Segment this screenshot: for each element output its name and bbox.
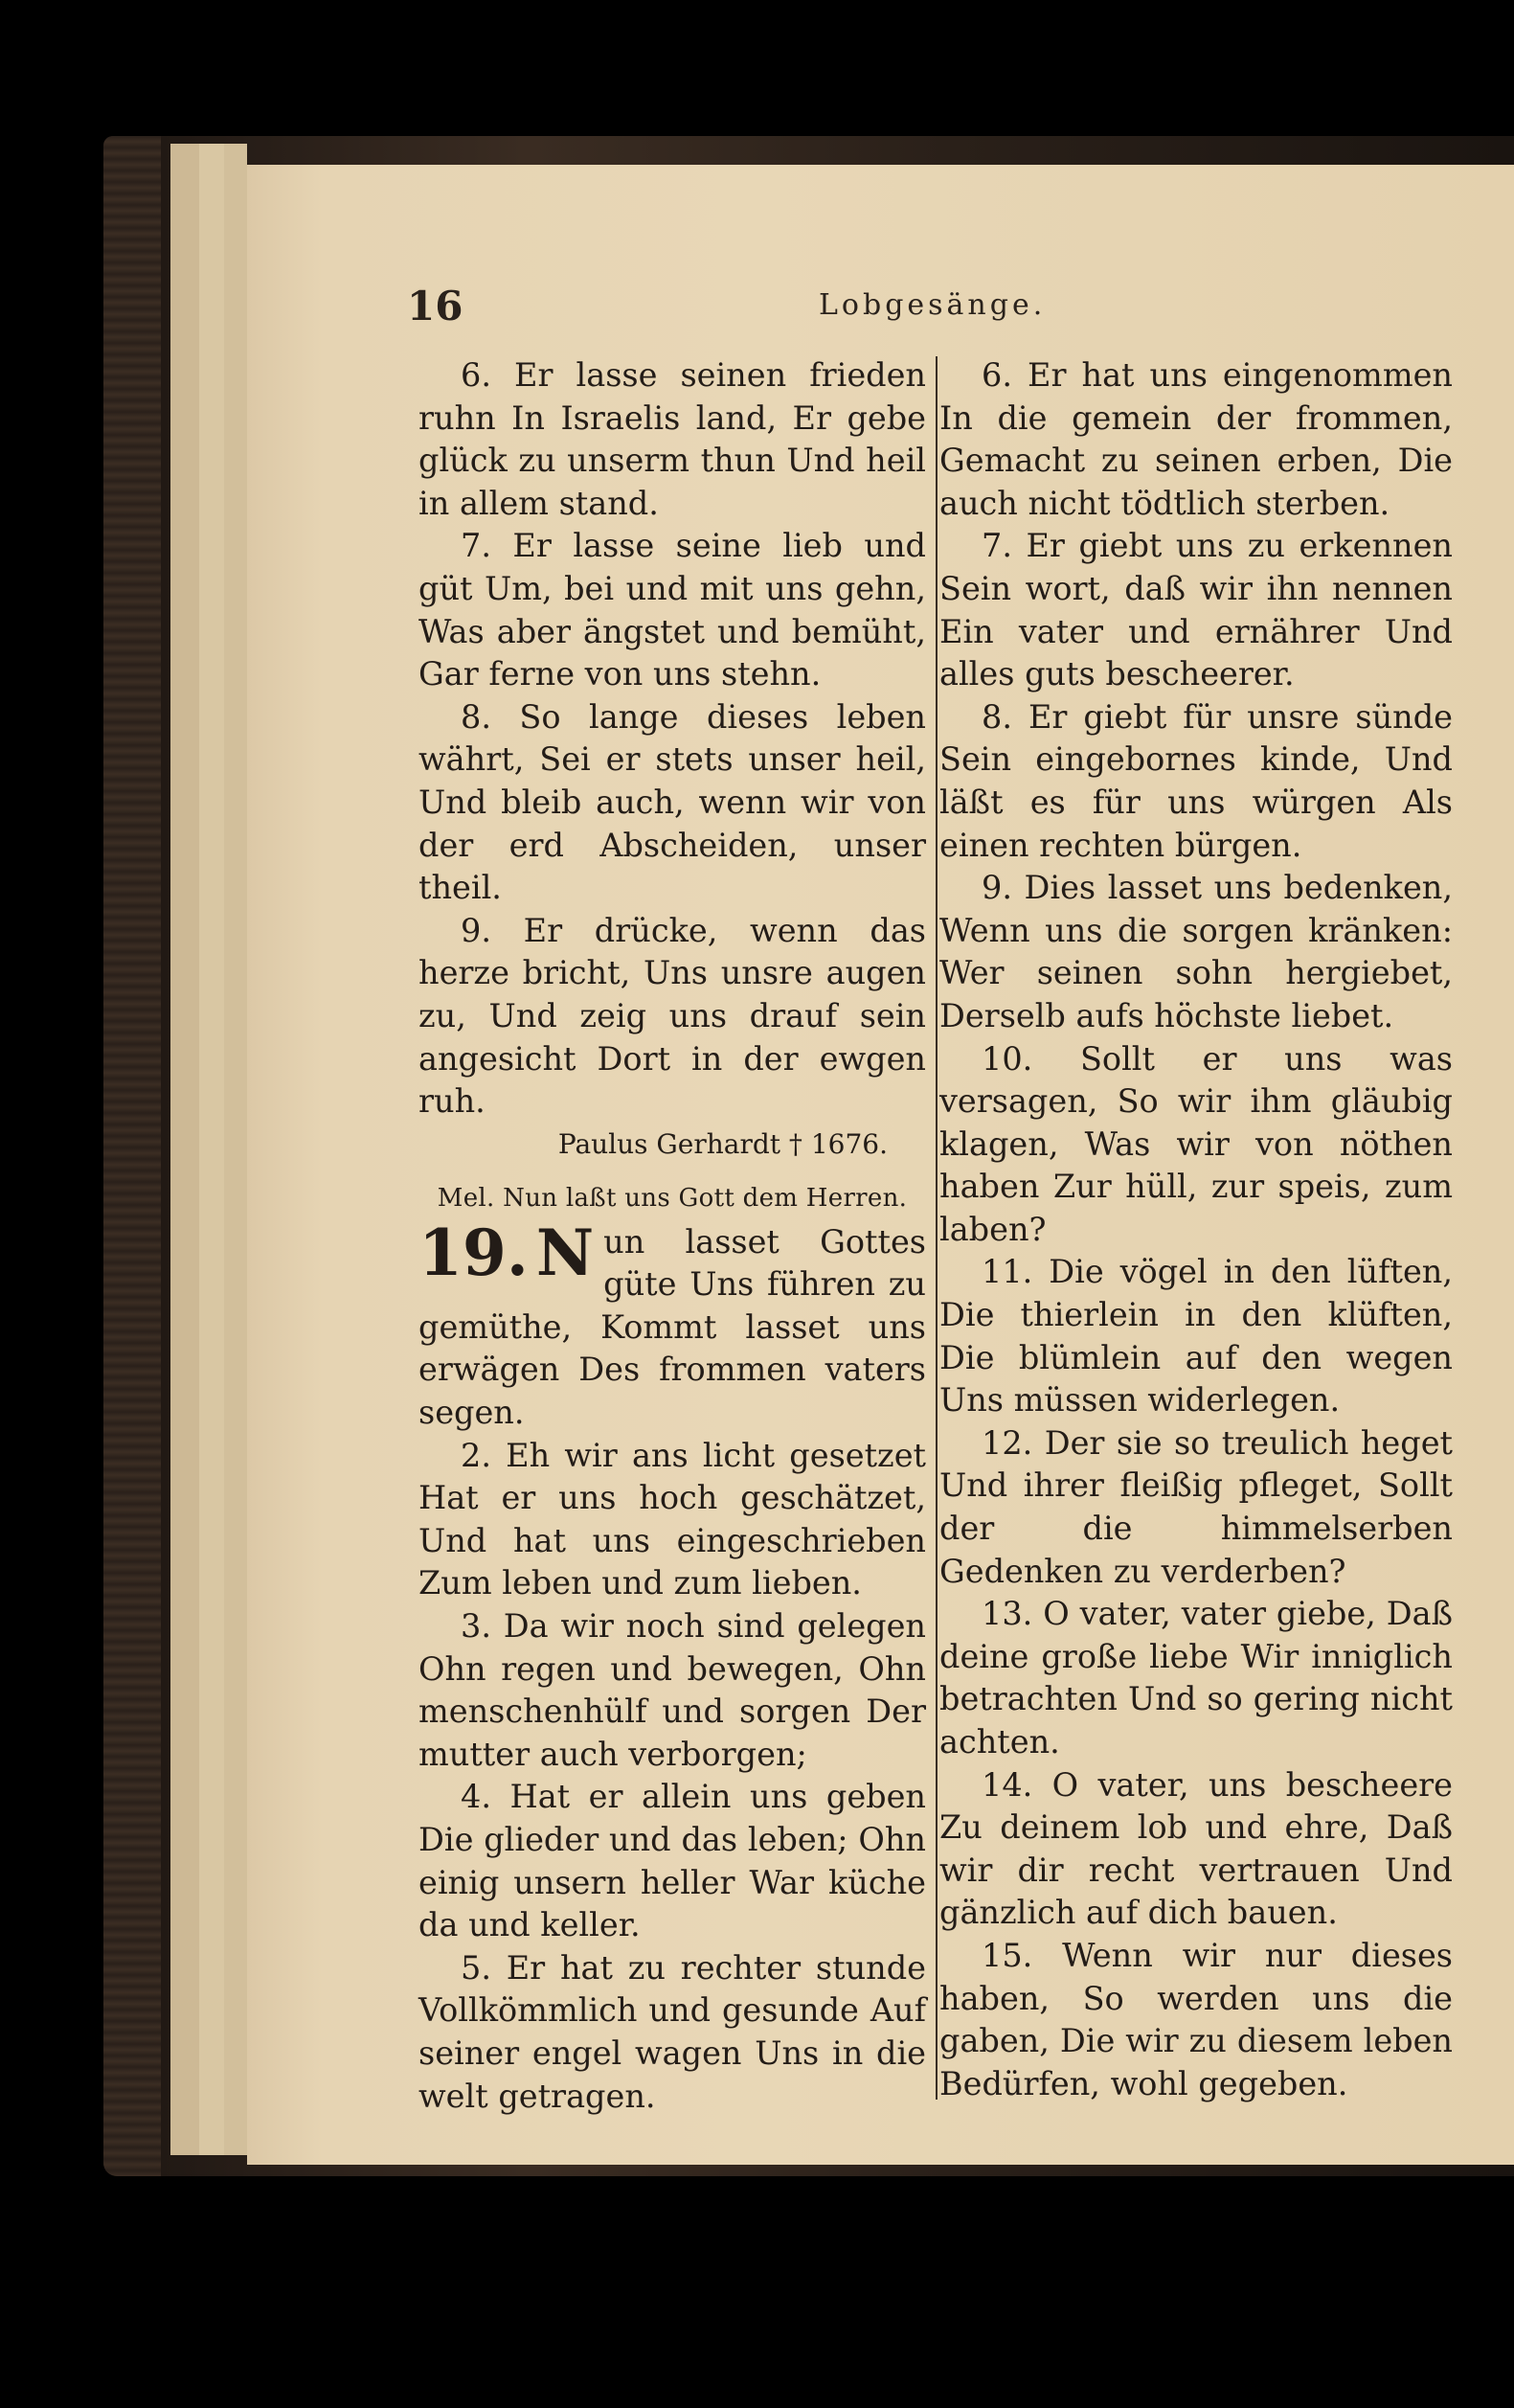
hymn-first-stanza-text: un lasset Gottes güte Uns führen zu gemüthe, Kommt lasset uns erwägen Des frommen vaters segen.: [418, 1222, 926, 1432]
running-title: Lobgesänge.: [819, 288, 1047, 322]
stanza: 3. Da wir noch sind gelegen Ohn regen und bewegen, Ohn menschenhülf und sorgen Der mutter auch verborgen;: [418, 1607, 926, 1773]
stanza: 12. Der sie so treulich heget Und ihrer fleißig pfleget, Sollt der die himmelserben Gedenken zu verderben?: [939, 1423, 1453, 1590]
stanza: 7. Er lasse seine lieb und güt Um, bei und mit uns gehn, Was aber ängstet und bemüht, Gar ferne von uns stehn.: [418, 527, 926, 693]
author-attribution: Paulus Gerhardt † 1676.: [557, 1127, 888, 1160]
column-divider: [936, 356, 938, 2100]
book-spine: [103, 136, 161, 2176]
drop-cap: N: [535, 1215, 595, 1290]
stanza: 8. So lange dieses leben währt, Sei er stets unser heil, Und bleib auch, wenn wir von der erd Abscheiden, unser theil.: [418, 697, 926, 907]
stanza: 11. Die vögel in den lüften, Die thierlein in den klüften, Die blümlein auf den wegen Uns müssen widerlegen.: [939, 1253, 1453, 1420]
stanza: 14. O vater, uns bescheere Zu deinem lob und ehre, Daß wir dir recht vertrauen Und gänzlich auf dich bauen.: [939, 1765, 1453, 1932]
stanza: 9. Er drücke, wenn das herze bricht, Uns unsre augen zu, Und zeig uns drauf sein angesicht Dort in der ewgen ruh.: [418, 911, 926, 1121]
stanza: 9. Dies lasset uns bedenken, Wenn uns die sorgen kränken: Wer seinen sohn hergiebet, Derselb aufs höchste liebet.: [939, 869, 1453, 1034]
page-edges: [170, 144, 199, 2155]
stanza: 5. Er hat zu rechter stunde Vollkömmlich und gesunde Auf seiner engel wagen Uns in die welt getragen.: [418, 1948, 926, 2115]
stanza: 13. O vater, vater giebe, Daß deine große liebe Wir inniglich betrachten Und so gering nicht achten.: [939, 1595, 1453, 1761]
left-column: [418, 354, 926, 2118]
page-header: [407, 283, 1480, 330]
page-edges-innermost: [224, 144, 247, 2155]
stanza: 7. Er giebt uns zu erkennen Sein wort, daß wir ihn nennen Ein vater und ernährer Und alles guts bescheerer.: [939, 527, 1453, 693]
melody-note: Mel. Nun laßt uns Gott dem Herren.: [437, 1183, 908, 1213]
stanza: 8. Er giebt für unsre sünde Sein eingebornes kinde, Und läßt es für uns würgen Als einen rechten bürgen.: [939, 697, 1453, 864]
right-column: [939, 354, 1453, 2105]
stanza: 6. Er lasse seinen frieden ruhn In Israelis land, Er gebe glück zu unserm thun Und heil in allem stand.: [418, 356, 926, 522]
hymn-first-stanza: [418, 1215, 926, 1435]
stanza: 4. Hat er allein uns geben Die glieder und das leben; Ohn einig unsern heller War küche da und keller.: [418, 1778, 926, 1944]
stanza: 10. Sollt er uns was versagen, So wir ihm gläubig klagen, Was wir von nöthen haben Zur hüll, zur speis, zum laben?: [939, 1039, 1453, 1248]
hymn-number: 19.: [418, 1215, 529, 1290]
page-number: 16: [407, 283, 463, 329]
stanza: 15. Wenn wir nur dieses haben, So werden uns die gaben, Die wir zu diesem leben Bedürfen, wohl gegeben.: [939, 1936, 1453, 2102]
stanza: 6. Er hat uns eingenommen In die gemein der frommen, Gemacht zu seinen erben, Die auch nicht tödtlich sterben.: [939, 356, 1453, 522]
page-edges-inner: [199, 144, 224, 2155]
stanza: 2. Eh wir ans licht gesetzet Hat er uns hoch geschätzet, Und hat uns eingeschrieben Zum leben und zum lieben.: [418, 1436, 926, 1602]
